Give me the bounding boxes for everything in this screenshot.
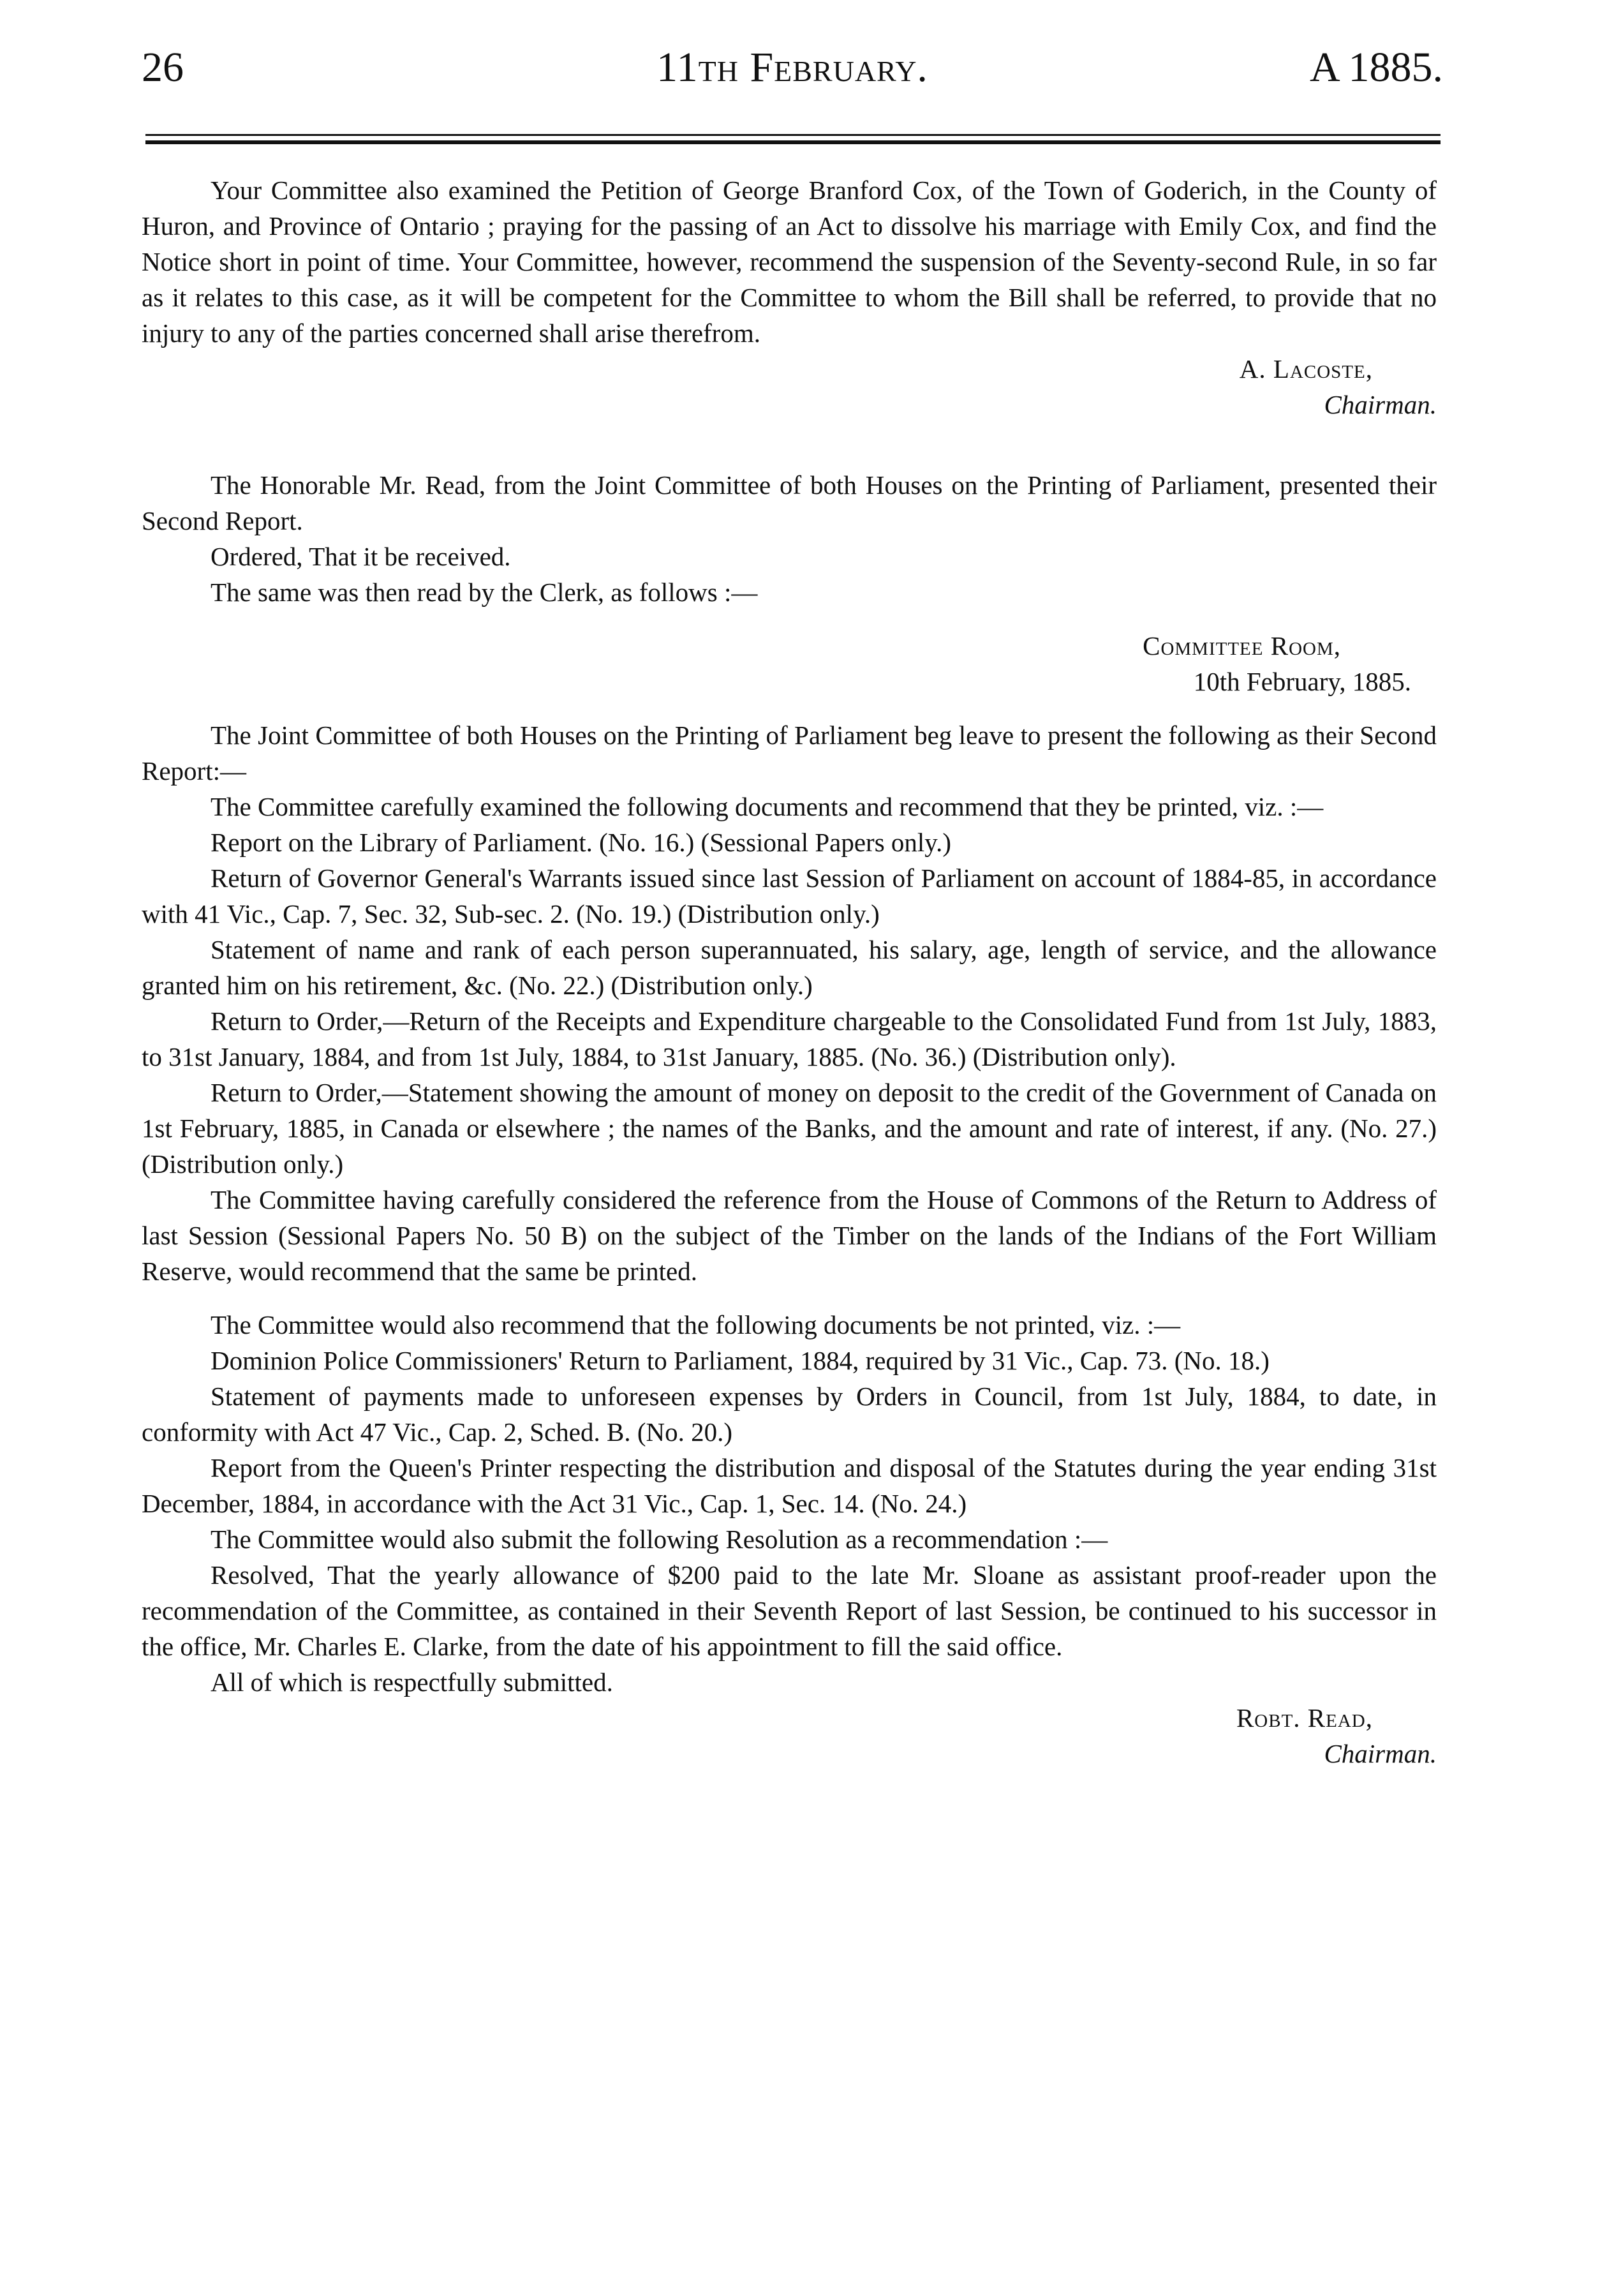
- header-rule-thin: [145, 134, 1441, 136]
- list-item: Return of Governor General's Warrants issued since last Session of Parliament on account of 1884-85, in accordance with 41 Vic., Cap. 7, Sec. 32, Sub-sec. 2. (No. 19.) (Distribution only.): [142, 863, 1437, 928]
- list-item: Report from the Queen's Printer respecting the distribution and disposal of the Statutes during the year ending 31st December, 1884, in accordance with the Act 31 Vic., Cap. 1, Sec. 14. (No. 24.): [142, 1453, 1437, 1518]
- header-date: 11th February.: [656, 44, 928, 91]
- ordered-line: Ordered, That it be received.: [211, 542, 511, 571]
- page-header: [142, 43, 1443, 114]
- page-body: [142, 172, 1437, 1771]
- same-read-line: The same was then read by the Clerk, as follows :—: [211, 578, 758, 607]
- report-date: 10th February, 1885.: [1193, 667, 1411, 696]
- list-item: Return to Order,—Return of the Receipts and Expenditure chargeable to the Consolidated Fund from 1st July, 1883, to 31st January, 1884, and from 1st July, 1884, to 31st January, 1885. (No. 36.) (Distribution only).: [142, 1006, 1437, 1071]
- petition-paragraph: Your Committee also examined the Petition of George Branford Cox, of the Town of Goderich, in the County of Huron, and Province of Ontario ; praying for the passing of an Act to dissolve his marriage with Emily Cox, and find the Notice short in point of time. Your Committee, however, recommend the suspension of the Seventy-second Rule, in so far as it relates to this case, as it will be competent for the Committee to whom the Bill shall be referred, to provide that no injury to any of the parties concerned shall arise therefrom.: [142, 175, 1437, 348]
- signature-lacoste-title: Chairman.: [1324, 390, 1437, 419]
- list-item: Return to Order,—Statement showing the amount of money on deposit to the credit of the Government of Canada on 1st February, 1885, in Canada or elsewhere ; the names of the Banks, and the amount and rate of interest, if any. (No. 27.) (Distribution only.): [142, 1078, 1437, 1179]
- signature-read-title: Chairman.: [1324, 1739, 1437, 1768]
- spacer: [142, 422, 1437, 467]
- page-number: 26: [142, 44, 184, 91]
- list-item: Statement of payments made to unforeseen expenses by Orders in Council, from 1st July, 1884, to date, in conformity with Act 47 Vic., Cap. 2, Sched. B. (No. 20.): [142, 1382, 1437, 1447]
- not-printed-intro: The Committee would also recommend that the following documents be not printed, viz. :—: [211, 1310, 1181, 1339]
- spacer: [142, 610, 1437, 628]
- signature-lacoste: A. Lacoste,: [1239, 354, 1373, 384]
- header-year: A 1885.: [1309, 44, 1443, 91]
- report-intro: The Joint Committee of both Houses on the Printing of Parliament beg leave to present the following as their Second Report:—: [142, 720, 1437, 786]
- signature-read: Robt. Read,: [1236, 1703, 1373, 1733]
- submitted-line: All of which is respectfully submitted.: [211, 1667, 613, 1697]
- list-item: Dominion Police Commissioners' Return to Parliament, 1884, required by 31 Vic., Cap. 73. (No. 18.): [211, 1346, 1270, 1375]
- list-item: Report on the Library of Parliament. (No. 16.) (Sessional Papers only.): [211, 828, 952, 857]
- list-item: Statement of name and rank of each person superannuated, his salary, age, length of service, and the allowance granted him on his retirement, &c. (No. 22.) (Distribution only.): [142, 935, 1437, 1000]
- committee-examined: The Committee carefully examined the following documents and recommend that they be printed, viz. :—: [211, 792, 1324, 821]
- read-paragraph: The Honorable Mr. Read, from the Joint Committee of both Houses on the Printing of Parliament, presented their Second Report.: [142, 470, 1437, 535]
- committee-room: Committee Room,: [1143, 631, 1341, 660]
- resolution-intro: The Committee would also submit the following Resolution as a recommendation :—: [211, 1524, 1108, 1554]
- list-item: The Committee having carefully considered the reference from the House of Commons of the Return to Address of last Session (Sessional Papers No. 50 B) on the subject of the Timber on the lands of the Indians of the Fort William Reserve, would recommend that the same be printed.: [142, 1185, 1437, 1286]
- spacer: [142, 699, 1437, 717]
- header-rule-thick: [145, 140, 1441, 144]
- resolved-paragraph: Resolved, That the yearly allowance of $200 paid to the late Mr. Sloane as assistant proof-reader upon the recommendation of the Committee, as contained in their Seventh Report of last Session, be continued to his successor in the office, Mr. Charles E. Clarke, from the date of his appointment to fill the said office.: [142, 1560, 1437, 1661]
- spacer: [142, 1289, 1437, 1307]
